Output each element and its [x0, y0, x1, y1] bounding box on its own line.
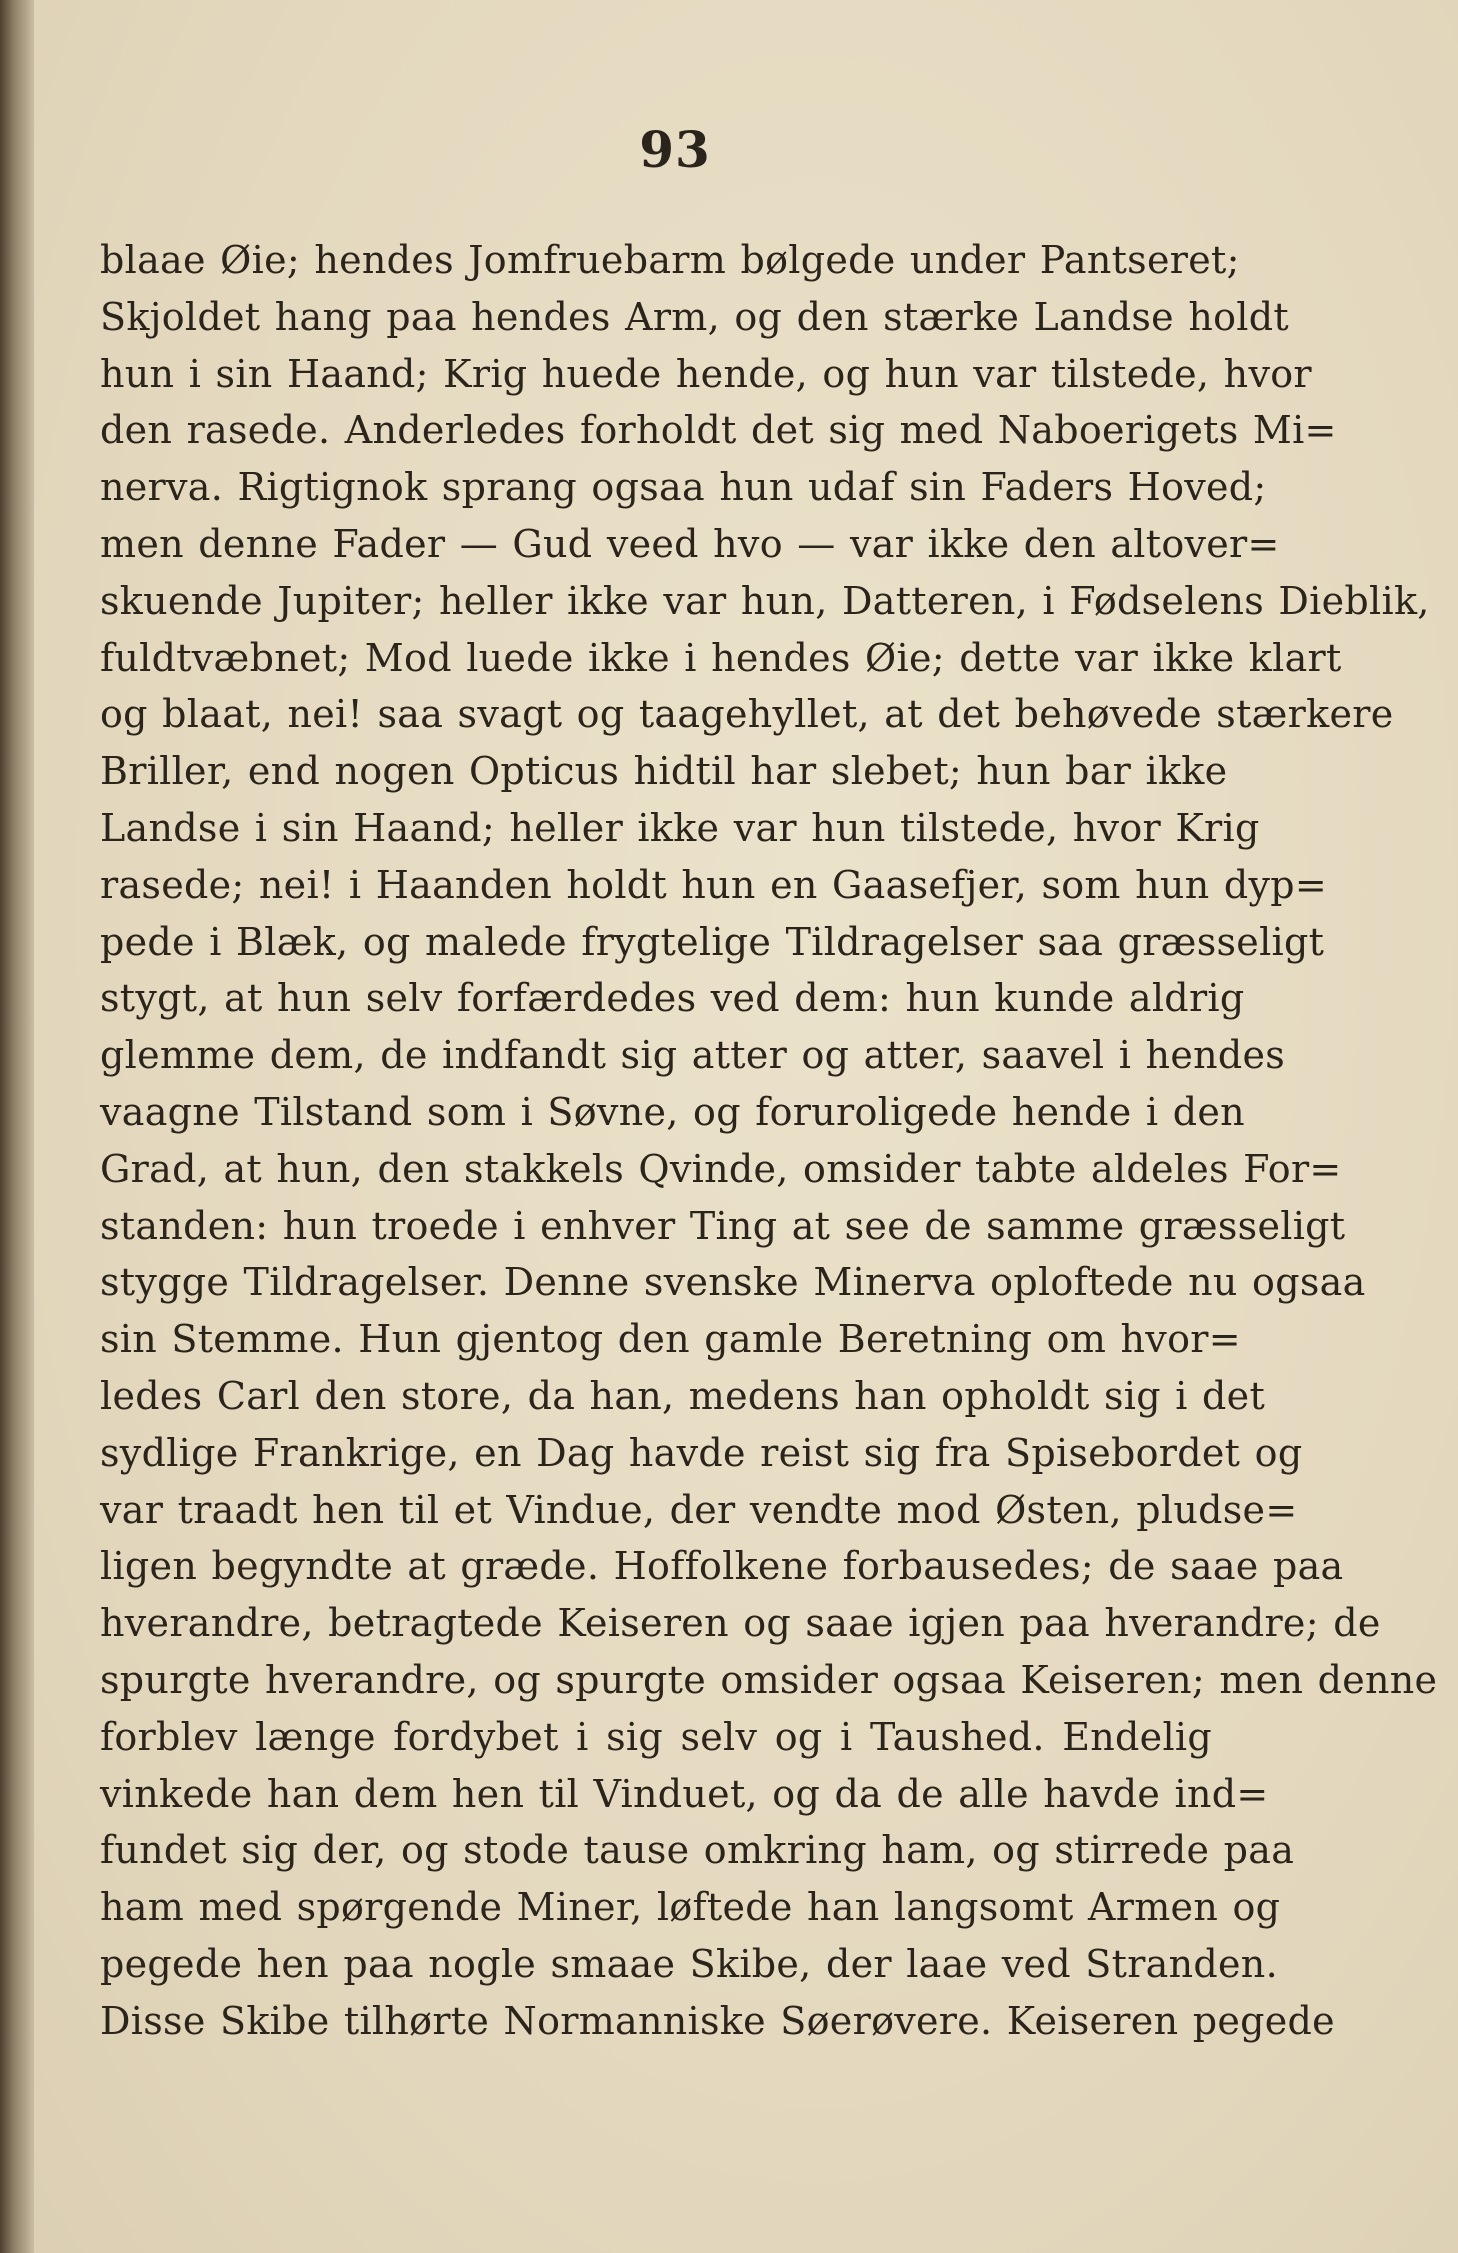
text-line: skuende Jupiter; heller ikke var hun, Datteren, i Fødselens Dieblik,: [100, 578, 1430, 623]
text-line: fuldtvæbnet; Mod luede ikke i hendes Øie; dette var ikke klart: [100, 635, 1342, 680]
text-line: forblev længe fordybet i sig selv og i Taushed. Endelig: [100, 1714, 1212, 1759]
text-line: Disse Skibe tilhørte Normanniske Søerøvere. Keiseren pegede: [100, 1998, 1335, 2043]
text-line: fundet sig der, og stode tause omkring ham, og stirrede paa: [100, 1828, 1295, 1873]
text-line: pede i Blæk, og malede frygtelige Tildragelser saa græsseligt: [100, 919, 1325, 964]
text-line: hun i sin Haand; Krig huede hende, og hun var tilstede, hvor: [100, 351, 1312, 396]
text-line: sydlige Frankrige, en Dag havde reist sig fra Spisebordet og: [100, 1430, 1303, 1475]
text-line: glemme dem, de indfandt sig atter og atter, saavel i hendes: [100, 1033, 1286, 1078]
text-line: Grad, at hun, den stakkels Qvinde, omsider tabte aldeles For=: [100, 1146, 1342, 1191]
text-line: Landse i sin Haand; heller ikke var hun tilstede, hvor Krig: [100, 805, 1260, 850]
text-line: pegede hen paa nogle smaae Skibe, der laae ved Stranden.: [100, 1941, 1278, 1986]
text-line: stygge Tildragelser. Denne svenske Minerva oploftede nu ogsaa: [100, 1260, 1366, 1305]
text-line: nerva. Rigtignok sprang ogsaa hun udaf sin Faders Hoved;: [100, 465, 1267, 510]
text-line: ligen begyndte at græde. Hoffolkene forbausedes; de saae paa: [100, 1544, 1344, 1589]
text-line: og blaat, nei! saa svagt og taagehyllet, at det behøvede stærkere: [100, 692, 1394, 737]
text-line: ledes Carl den store, da han, medens han opholdt sig i det: [100, 1373, 1266, 1418]
text-line: men denne Fader — Gud veed hvo — var ikke den altover=: [100, 521, 1280, 566]
text-line: standen: hun troede i enhver Ting at see de samme græsseligt: [100, 1203, 1346, 1248]
text-line: vaagne Tilstand som i Søvne, og foruroligede hende i den: [100, 1089, 1245, 1134]
text-line: den rasede. Anderledes forholdt det sig med Naboerigets Mi=: [100, 408, 1337, 453]
text-line: spurgte hverandre, og spurgte omsider ogsaa Keiseren; men denne: [100, 1657, 1438, 1702]
page-number: 93: [639, 120, 711, 179]
text-line: Skjoldet hang paa hendes Arm, og den stærke Landse holdt: [100, 294, 1289, 339]
body-text: [100, 232, 1438, 2050]
text-line: stygt, at hun selv forfærdedes ved dem: hun kunde aldrig: [100, 976, 1245, 1021]
text-line: ham med spørgende Miner, løftede han langsomt Armen og: [100, 1885, 1281, 1930]
text-line: sin Stemme. Hun gjentog den gamle Beretning om hvor=: [100, 1317, 1241, 1362]
text-line: Briller, end nogen Opticus hidtil har slebet; hun bar ikke: [100, 749, 1228, 794]
text-line: var traadt hen til et Vindue, der vendte mod Østen, pludse=: [100, 1487, 1298, 1532]
book-binding-edge: [0, 0, 34, 2253]
text-line: vinkede han dem hen til Vinduet, og da de alle havde ind=: [100, 1771, 1269, 1816]
text-line: blaae Øie; hendes Jomfruebarm bølgede under Pantseret;: [100, 238, 1240, 282]
text-line: hverandre, betragtede Keiseren og saae igjen paa hverandre; de: [100, 1601, 1381, 1646]
text-line: rasede; nei! i Haanden holdt hun en Gaasefjer, som hun dyp=: [100, 862, 1327, 907]
